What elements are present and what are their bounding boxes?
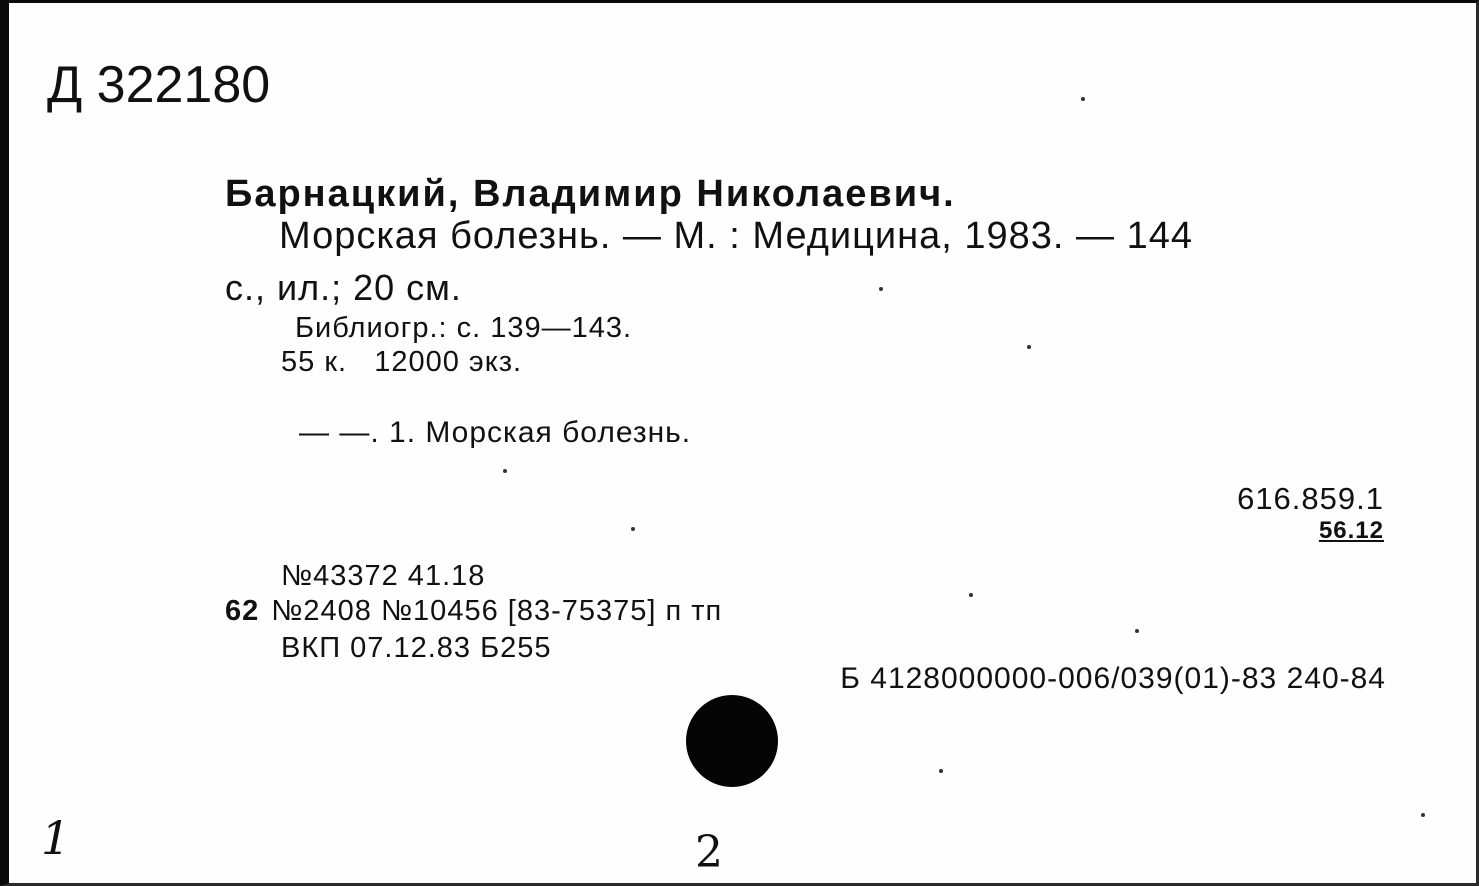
speck (879, 287, 883, 291)
speck (503, 469, 507, 473)
card-punch-hole (686, 695, 778, 787)
isbn-line: Б 4128000000-006/039(01)-83 240-84 (840, 662, 1386, 695)
author-heading: Барнацкий, Владимир Николаевич. (225, 173, 956, 215)
record-line-3: ВКП 07.12.83 Б255 (281, 632, 552, 664)
bbk-classification: 56.12 (1318, 517, 1384, 544)
subject-heading: — —. 1. Морская болезнь. (299, 416, 692, 449)
price-and-copies: 55 к. 12000 экз. (281, 346, 523, 378)
record-number: №43372 41.18 (281, 560, 486, 592)
title-line-1: Морская болезнь. — М. : Медицина, 1983. — 144 (279, 215, 1193, 257)
record-line-2 (225, 595, 722, 628)
udc-classification: 616.859.1 (1237, 481, 1384, 516)
record-line-2-text: №2408 №10456 [83-75375] п тп (271, 595, 723, 627)
speck (1081, 97, 1085, 101)
title-line-2: с., ил.; 20 см. (225, 267, 462, 308)
bibliography-note: Библиогр.: с. 139—143. (295, 312, 633, 344)
speck (1027, 345, 1031, 349)
speck (939, 769, 943, 773)
handwritten-mark-bottom: 2 (695, 827, 724, 878)
handwritten-inventory-code: Д 322180 (47, 56, 271, 114)
handwritten-mark-left: 1 (41, 811, 72, 865)
record-line-2-prefix: 62 (225, 595, 260, 627)
speck (1421, 813, 1425, 817)
speck (969, 593, 973, 597)
speck (631, 527, 635, 531)
speck (1135, 629, 1139, 633)
